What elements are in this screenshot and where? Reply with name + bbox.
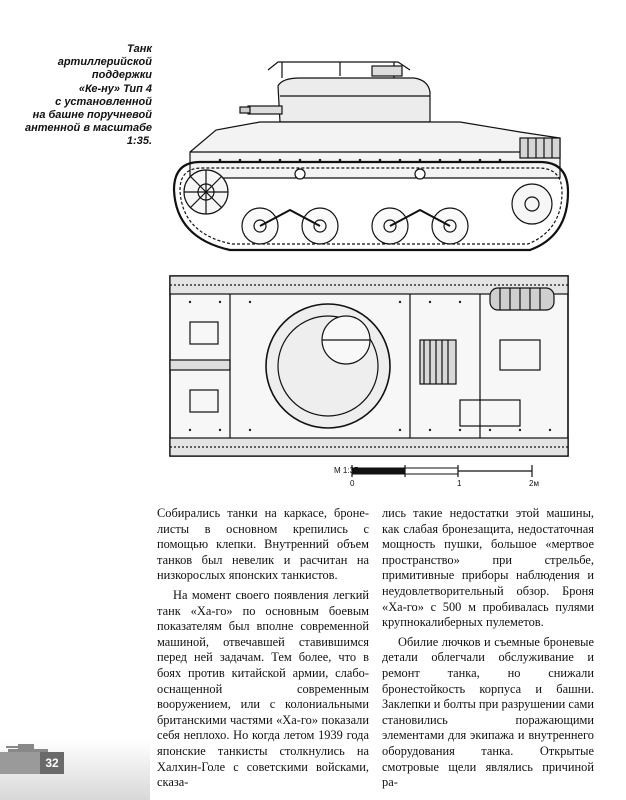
scale-bar bbox=[352, 465, 532, 477]
figure-caption bbox=[4, 43, 152, 149]
caption-line: «Ке-ну» Тип 4 bbox=[78, 82, 152, 95]
tank-technical-drawing bbox=[160, 40, 622, 488]
scale-label: М 1:35 bbox=[334, 466, 359, 475]
side-view bbox=[174, 62, 568, 250]
scale-zero-label: 0 bbox=[350, 479, 355, 488]
caption-line: на башне поручневой bbox=[32, 109, 152, 122]
caption-line: поддержки bbox=[91, 69, 152, 82]
top-view bbox=[170, 276, 568, 456]
caption-line: антенной в масштабе bbox=[25, 122, 152, 135]
paragraph: На момент своего появления легкий танк «Ха-го» по основным боевым показателям был вполне современной машиной, отвечавшей ставившимся перед ней задачам. Тем более, что в боях против китайской армии, слабо-оснащенной современным вооружением, или с колониальными британскими частями «Ха-го» показали себя неплохо. Но когда летом 1939 года японские танкисты столкнулись на Халхин-Голе с советскими войсками, сказа- bbox=[157, 587, 369, 790]
caption-line: артиллерийской bbox=[57, 56, 152, 69]
scale-right-label: 2м bbox=[529, 479, 539, 488]
paragraph: Обилие лючков и съемные броневые детали облегчали обслуживание и ремонт танка, но снижали бронестойкость корпуса и башни. Заклепки и болты при разрушении сами становились поражающими элементами для экипажа и внутреннего оборудования танка. Открытые смотровые щели являлись причиной ра- bbox=[382, 634, 594, 790]
page-number: 32 bbox=[40, 752, 64, 774]
scale-mid-label: 1 bbox=[457, 479, 462, 488]
caption-line: Танк bbox=[126, 43, 152, 55]
text-column-right bbox=[382, 506, 594, 791]
paragraph: лись такие недостатки этой машины, как слабая бронезащита, недостаточная мощность пушки, большое «мертвое пространство» при стрельбе, примитивные приборы наблюдения и неудовлетворительный обзор. Броня «Ха-го» с 500 м пробивалась пулями крупнокалиберных пулеметов. bbox=[382, 506, 594, 630]
caption-line: 1:35. bbox=[126, 135, 152, 148]
paragraph: Собирались танки на каркасе, броне-листы в основном крепились с помощью клепки. Внутренний объем танков был невелик и расчитан на низкорослых японских танкистов. bbox=[157, 506, 369, 583]
text-column-left bbox=[157, 506, 369, 791]
caption-line: с установленной bbox=[55, 95, 152, 108]
